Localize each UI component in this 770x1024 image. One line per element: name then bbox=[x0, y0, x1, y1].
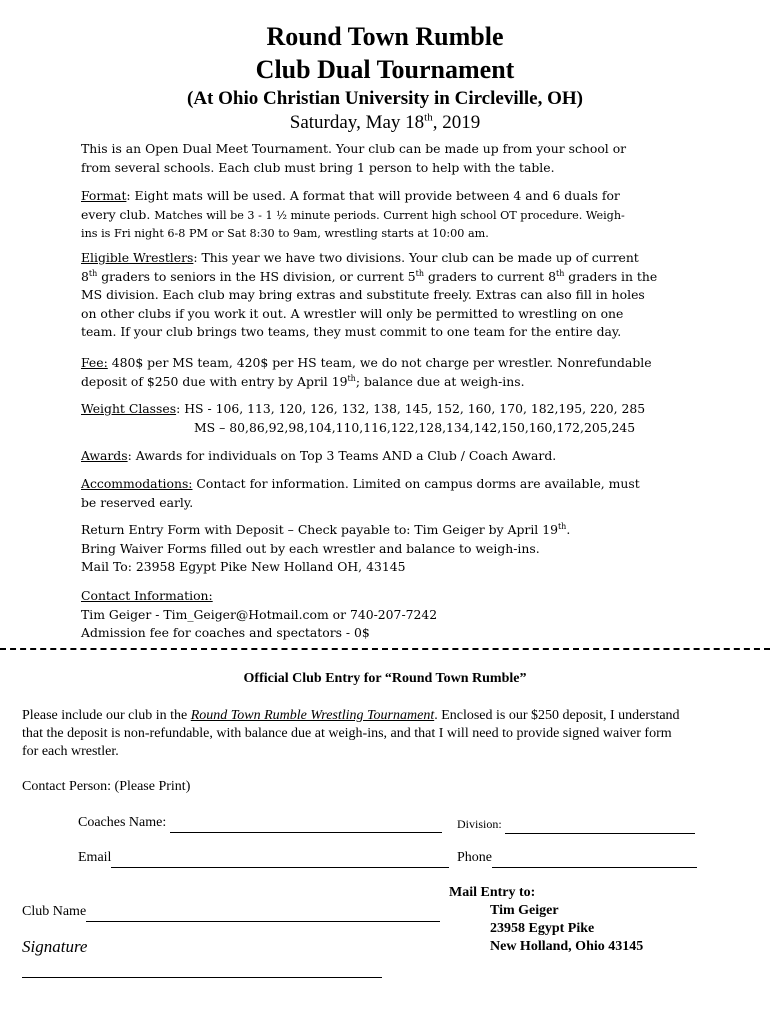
email-field[interactable] bbox=[111, 849, 449, 868]
mail-entry-name: Tim Geiger bbox=[490, 903, 559, 918]
accommodations-paragraph: Accommodations: Contact for information. Limited on campus dorms are available, must be reserved early. bbox=[81, 476, 640, 510]
tournament-location: (At Ohio Christian University in Circleville, OH) bbox=[187, 88, 583, 109]
entry-form-statement: Please include our club in the Round Town Rumble Wrestling Tournament. Enclosed is our $250 deposit, I understand that the deposit is non-refundable, with balance due at weigh-ins, and that I will need to provide signed waiver form for each wrestler. bbox=[22, 708, 680, 759]
division-row: Division: bbox=[457, 815, 695, 834]
mail-to-address: Mail To: 23958 Egypt Pike New Holland OH, 43145 bbox=[81, 559, 406, 574]
accommodations-label: Accommodations: bbox=[81, 476, 193, 491]
awards-paragraph: Awards: Awards for individuals on Top 3 Teams AND a Club / Coach Award. bbox=[81, 448, 557, 463]
club-name-row: Club Name bbox=[22, 903, 440, 922]
tournament-subtitle: Club Dual Tournament bbox=[255, 55, 515, 84]
entry-form-title: Official Club Entry for “Round Town Rumble” bbox=[243, 671, 527, 686]
contact-information bbox=[81, 587, 706, 643]
fee-label: Fee: bbox=[81, 355, 108, 370]
format-paragraph: Format: Eight mats will be used. A format that will provide between 4 and 6 duals for every club. Matches will be 3 - 1 ½ minute periods. Current high school OT procedure. Weigh- ins is Fri night 6-8 PM or Sat 8:30 to 9am, wrestling starts at 10:00 am. bbox=[81, 188, 625, 240]
mail-entry-street: 23958 Egypt Pike bbox=[490, 921, 595, 936]
fee-paragraph: Fee: 480$ per MS team, 420$ per HS team, we do not charge per wrestler. Nonrefundable deposit of $250 due with entry by April 19th; balance due at weigh-ins. bbox=[81, 355, 652, 389]
mail-entry-city: New Holland, Ohio 43145 bbox=[490, 939, 644, 954]
phone-row: Phone bbox=[457, 849, 697, 868]
format-label: Format bbox=[81, 188, 127, 203]
signature-label: Signature bbox=[22, 937, 88, 956]
coaches-name-row: Coaches Name: bbox=[78, 814, 442, 833]
email-row: Email bbox=[78, 849, 449, 868]
tournament-date: Saturday, May 18th, 2019 bbox=[289, 111, 481, 133]
cut-line-divider bbox=[0, 648, 770, 650]
phone-field[interactable] bbox=[492, 849, 697, 868]
weight-classes-label: Weight Classes bbox=[81, 401, 177, 416]
contact-person-label: Contact Person: (Please Print) bbox=[22, 779, 191, 794]
return-instructions: Return Entry Form with Deposit – Check payable to: Tim Geiger by April 19th. Bring Waiver Forms filled out by each wrestler and balance to weigh-ins. Mail To: 23958 Egypt Pike New Holland OH, 43145 bbox=[81, 521, 706, 577]
weight-classes: Weight Classes: HS - 106, 113, 120, 126, 132, 138, 145, 152, 160, 170, 182,195, 220, 285 MS – 80,86,92,98,104,110,116,122,128,134,142,150,160,172,205,245 bbox=[81, 400, 706, 437]
awards-label: Awards bbox=[81, 448, 128, 463]
intro-line: This is an Open Dual Meet Tournament. Your club can be made up from your school or bbox=[81, 141, 627, 156]
club-name-field[interactable] bbox=[86, 903, 440, 922]
division-field[interactable] bbox=[505, 815, 695, 834]
eligible-label: Eligible Wrestlers bbox=[81, 250, 194, 265]
eligible-paragraph: Eligible Wrestlers: This year we have two divisions. Your club can be made up of current 8th graders to seniors in the HS division, or current 5th graders to current 8th graders in the MS division. Each club may bring extras and substitute freely. Extras can also fill in holes on other clubs if you work it out. A wrestler will only be permitted to wrestling on one team. If your club brings two teams, they must commit to one team for the entire day. bbox=[81, 250, 658, 339]
intro-paragraph bbox=[81, 140, 706, 177]
contact-details: Tim Geiger - Tim_Geiger@Hotmail.com or 740-207-7242 bbox=[81, 606, 438, 622]
coaches-name-field[interactable] bbox=[170, 814, 442, 833]
weight-classes-ms: MS – 80,86,92,98,104,110,116,122,128,134,142,150,160,172,205,245 bbox=[194, 419, 636, 435]
tournament-name-link: Round Town Rumble Wrestling Tournament bbox=[190, 708, 435, 723]
admission-fee: Admission fee for coaches and spectators - 0$ bbox=[81, 625, 370, 640]
mail-entry-label: Mail Entry to: bbox=[449, 885, 536, 900]
signature-field[interactable] bbox=[22, 977, 382, 978]
tournament-title: Round Town Rumble bbox=[266, 22, 504, 51]
contact-label: Contact Information: bbox=[81, 588, 213, 603]
intro-line: from several schools. Each club must bring 1 person to help with the table. bbox=[81, 159, 555, 175]
